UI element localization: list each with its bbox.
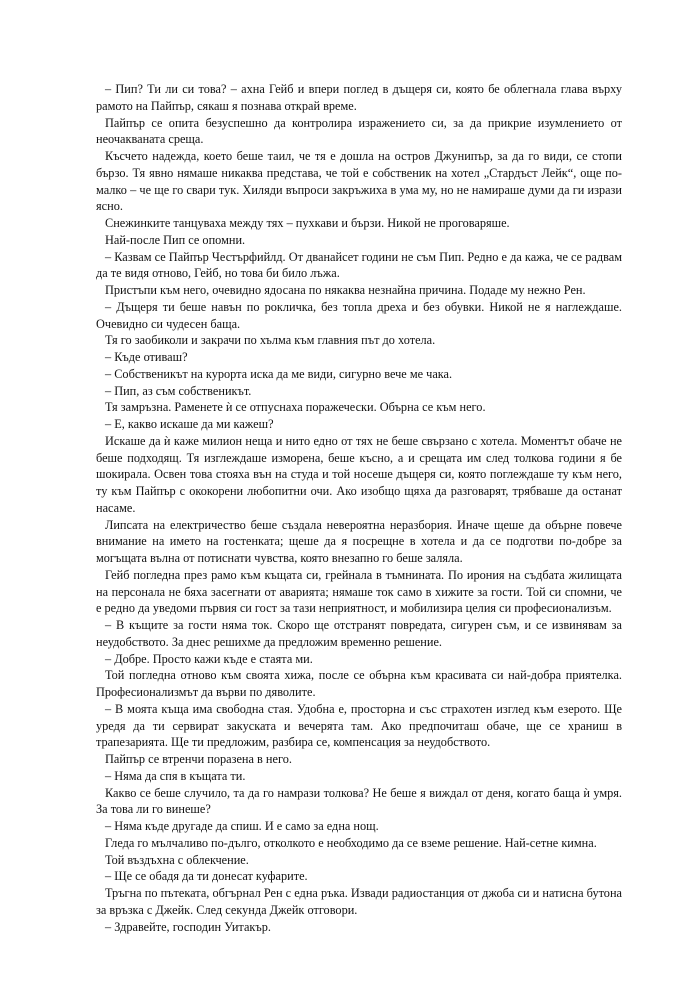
paragraph: – Е, какво искаше да ми кажеш? (105, 417, 274, 431)
paragraph: Той въздъхна с облекчение. (105, 852, 249, 867)
paragraph: Пайпър се втренчи поразена в него. (105, 752, 292, 766)
paragraph: – Собственикът на курорта иска да ме види, сигурно вече ме чака. (105, 366, 453, 381)
paragraph: Какво се беше случило, та да го намрази толкова? Не беше я виждал от деня, когато баща ѝ умря. За това ли го винеше? (96, 785, 622, 817)
paragraph: – Здравейте, господин Уитакър. (105, 919, 271, 934)
paragraph: – Казвам се Пайпър Честърфийлд. От дванайсет години не съм Пип. Редно е да кажа, че се радвам да те видя отново, Гейб, но това би било лъжа. (96, 249, 622, 281)
paragraph: Тя го заобиколи и закрачи по хълма към главния път до хотела. (105, 333, 436, 348)
paragraph: Той погледна отново към своята хижа, после се обърна към красивата си най-добра приятелка. Професионализмът да върви по дяволите. (96, 668, 622, 699)
paragraph: Тя замръзна. Раменете ѝ се отпуснаха поражечески. Обърна се към него. (105, 400, 486, 415)
paragraph: – Няма да спя в къщата ти. (105, 768, 246, 783)
paragraph: Най-после Пип се опомни. (105, 232, 246, 247)
paragraph: – Няма къде другаде да спиш. И е само за една нощ. (105, 819, 379, 833)
paragraph: – Ще се обадя да ти донесат куфарите. (105, 869, 308, 884)
paragraph: – В къщите за гости няма ток. Скоро ще отстранят повредата, сигурен съм, и се извинявам за неудобството. За днес решихме да предложим временно решение. (96, 618, 622, 649)
paragraph: Гледа го мълчаливо по-дълго, отколкото е необходимо да се вземе решение. Най-сетне кимна. (105, 835, 597, 850)
paragraph: – Къде отиваш? (105, 350, 188, 364)
paragraph: Пристъпи към него, очевидно ядосана по някаква незнайна причина. Подаде му нежно Рен. (105, 283, 586, 297)
paragraph: Късчето надежда, което беше таил, че тя е дошла на остров Джунипър, за да го види, се стопи бързо. Тя явно нямаше никаква представа, че той е собственик на хотел „Стардъст Лейк“, още по-малко – че ще го свари тук. Хиляди въпроси закръжиха в ума му, но не намираше думи да ги изрази ясно. (96, 149, 622, 214)
paragraph: – Добре. Просто кажи къде е стаята ми. (105, 651, 313, 666)
paragraph: Тръгна по пътеката, обгърнал Рен с една ръка. Извади радиостанция от джоба си и натисна бутона за връзка с Джейк. След секунда Джейк отговори. (96, 886, 622, 917)
paragraph: Гейб погледна през рамо към къщата си, грейнала в тъмнината. По ирония на съдбата жилищата на персонала не бяха засегнати от аварията; нямаше ток само в хижите за гости. Той си спомни, че е редно да уведоми първия си гост за тази неприятност, и мобилизира целия си професионализъм. (96, 567, 622, 616)
paragraph: – Пип? Ти ли си това? – ахна Гейб и впери поглед в дъщеря си, която бе облегнала глава върху рамото на Пайпър, сякаш я познава открай време. (96, 82, 622, 113)
paragraph: – В моята къща има свободна стая. Удобна е, просторна и със страхотен изглед към езерото. Ще уредя да ти сервират закуската и вечерята там. Ако предпочиташ обаче, ще се храниш в трапезарията. Ще ти предложим, разбира се, компенсация за неудобството. (96, 701, 622, 750)
book-page (96, 81, 622, 935)
paragraph: – Пип, аз съм собственикът. (105, 383, 252, 398)
paragraph: Пайпър се опита безуспешно да контролира изражението си, за да прикрие изумлението от неочакваната среща. (96, 115, 622, 147)
paragraph: Снежинките танцуваха между тях – пухкави и бързи. Никой не проговаряше. (105, 216, 510, 230)
paragraph: Липсата на електричество беше създала невероятна неразбория. Иначе щеше да обърне повече внимание на името на гостенката; щеше да я посрещне в хотела и да се подготви по-добре за могъщата вълна от потиснати чувства, която внезапно го беше заляла. (96, 517, 622, 565)
paragraph: Искаше да ѝ каже милион неща и нито едно от тях не беше свързано с хотела. Моментът обаче не беше подходящ. Тя изглеждаше изморена, беше късно, а и срещата им след толкова години я бе шокирала. Освен това стояха вън на студа и той носеше дъщеря си, която поглеждаше ту към него, ту към Пайпър с ококорени любопитни очи. Ако изобщо щяха да разговарят, трябваше да останат насаме. (96, 433, 622, 515)
paragraph: – Дъщеря ти беше навън по рокличка, без топла дреха и без обувки. Никой не я наглеждаше. Очевидно си чудесен баща. (96, 299, 622, 331)
